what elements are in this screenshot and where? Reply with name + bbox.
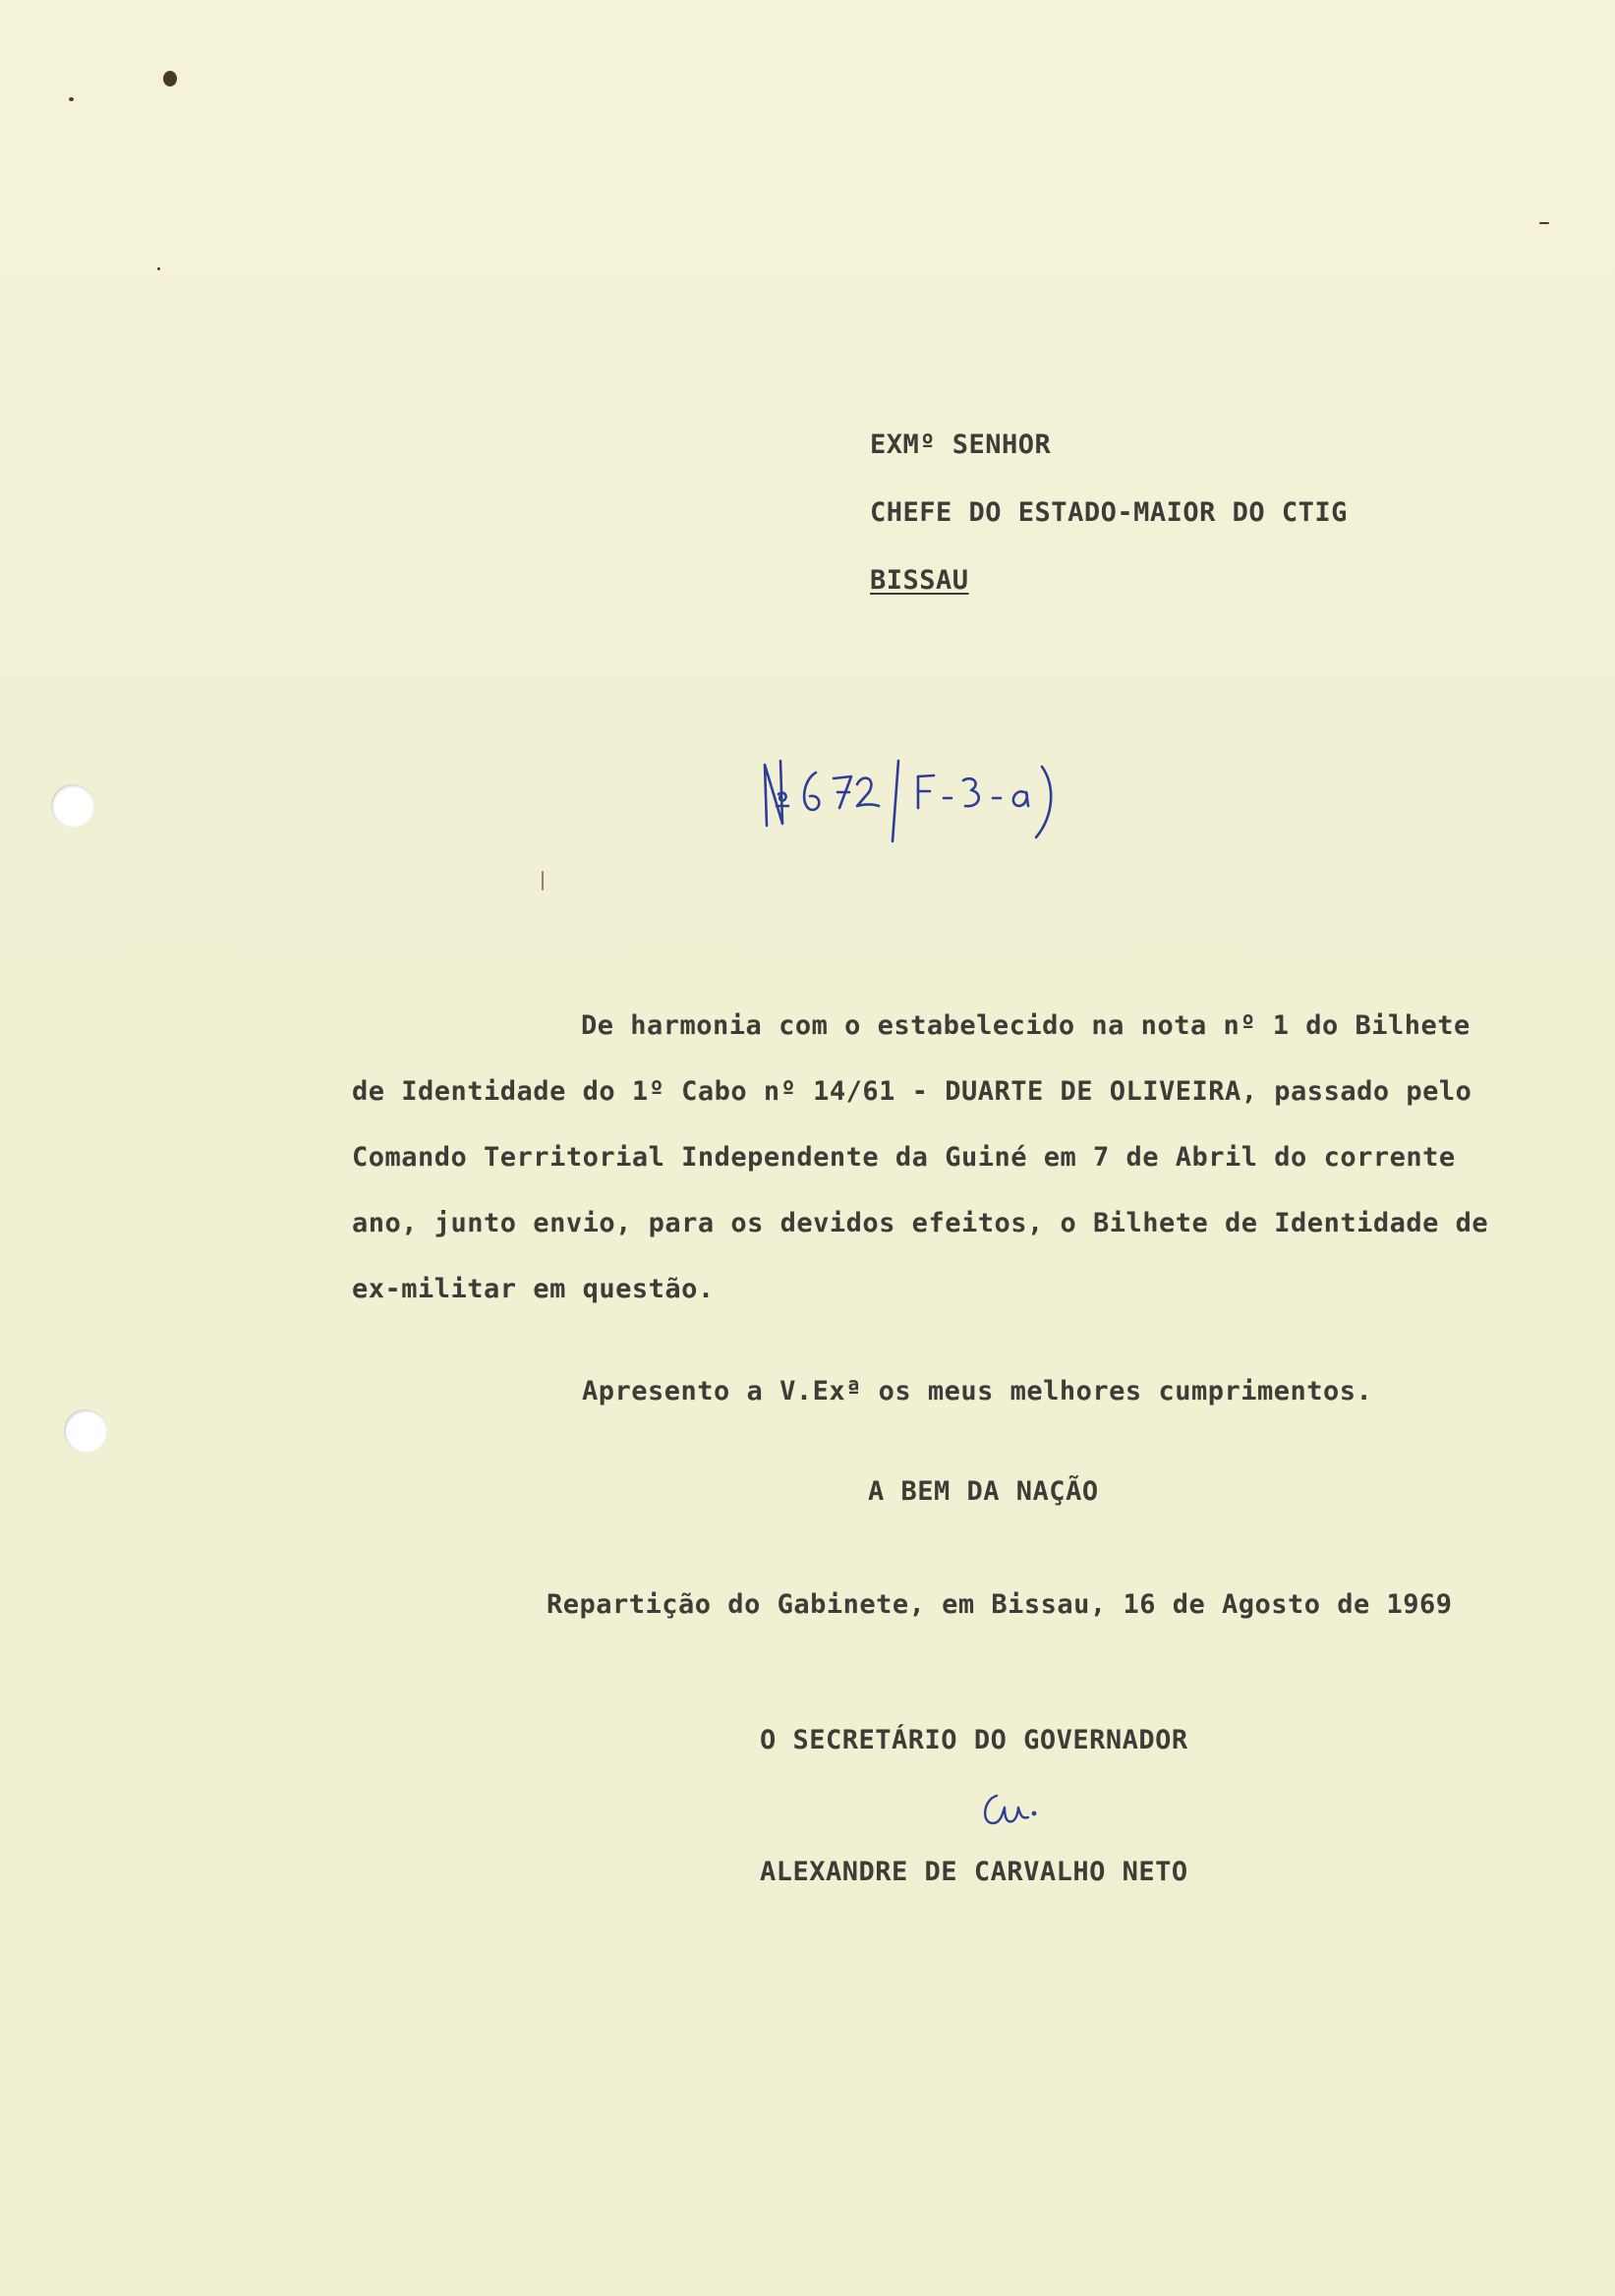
- paper-stain: [163, 71, 177, 86]
- place-and-date: Repartição do Gabinete, em Bissau, 16 de Agosto de 1969: [547, 1589, 1453, 1620]
- signatory-title: O SECRETÁRIO DO GOVERNADOR: [760, 1725, 1188, 1755]
- handwritten-initials: [975, 1784, 1044, 1833]
- paper-speck: [69, 97, 74, 101]
- signatory-name: ALEXANDRE DE CARVALHO NETO: [760, 1857, 1188, 1887]
- motto: A BEM DA NAÇÃO: [868, 1476, 1099, 1507]
- addressee-city: BISSAU: [870, 565, 969, 596]
- addressee-office: CHEFE DO ESTADO-MAIOR DO CTIG: [870, 497, 1348, 528]
- punch-hole: [64, 1409, 107, 1453]
- addressee-salutation: EXMº SENHOR: [870, 430, 1052, 460]
- paper-mark: [542, 871, 544, 890]
- punch-hole: [51, 784, 94, 828]
- paper-mark: [1539, 222, 1549, 224]
- body-line: Comando Territorial Independente da Guiné em 7 de Abril do corrente: [352, 1142, 1456, 1173]
- closing-greeting: Apresento a V.Exª os meus melhores cumprimentos.: [582, 1376, 1373, 1406]
- body-line: De harmonia com o estabelecido na nota nº 1 do Bilhete: [581, 1010, 1471, 1041]
- paper-speck: [157, 267, 160, 270]
- body-line: de Identidade do 1º Cabo nº 14/61 - DUARTE DE OLIVEIRA, passado pelo: [352, 1076, 1472, 1107]
- body-line: ex-militar em questão.: [352, 1274, 715, 1304]
- handwritten-reference-annotation: [755, 747, 1079, 845]
- body-line: ano, junto envio, para os devidos efeitos, o Bilhete de Identidade de: [352, 1208, 1489, 1238]
